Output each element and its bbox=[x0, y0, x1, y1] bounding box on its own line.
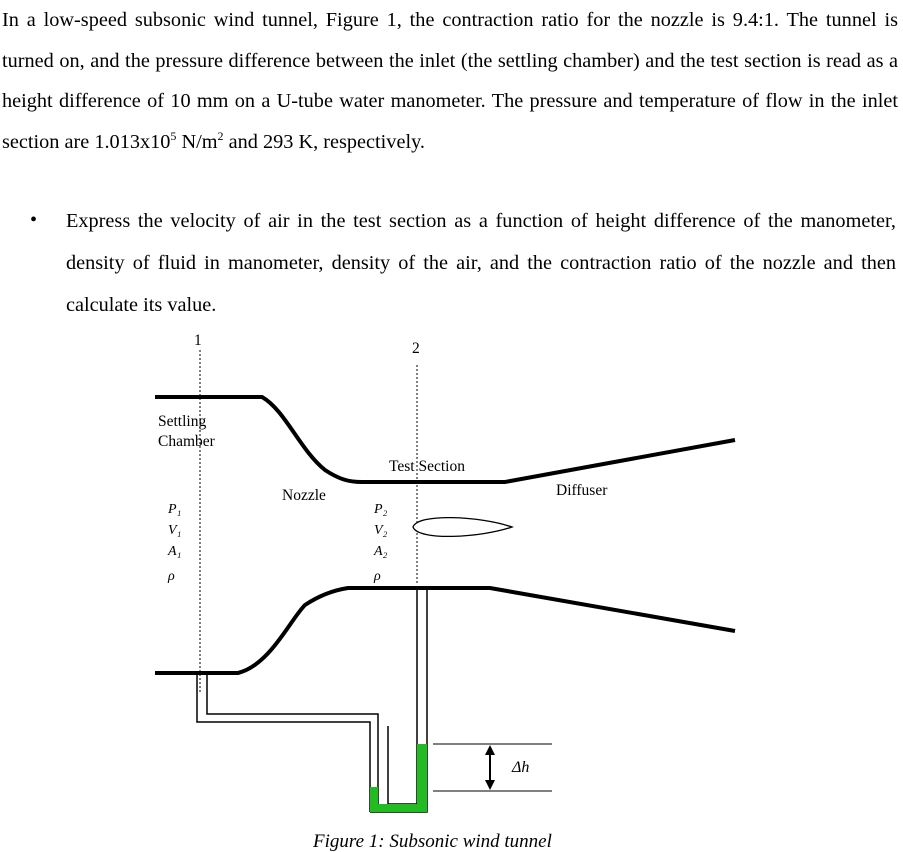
bullet-text: Express the velocity of air in the test section as a function of height difference of the manometer, density of fluid in manometer, density of the air, and the contraction ratio of the nozzle and then calculate its value. bbox=[66, 210, 896, 316]
problem-text-part1: In a low-speed subsonic wind tunnel, Figure 1, the contraction ratio for the nozzle is 9.4:1. The tunnel is turned on, and the pressure difference between the inlet (the settling chamber) and the test section is read as a height difference of 10 mm on a U-tube water manometer. The pressure and temperature of flow in the inlet section are 1.013x10 bbox=[2, 9, 898, 153]
tube-inner-right bbox=[388, 590, 417, 804]
station-2-label: 2 bbox=[412, 340, 420, 357]
problem-text-part3: and 293 K, respectively. bbox=[223, 130, 425, 153]
station-2-area: A₂ bbox=[374, 544, 388, 559]
tube-outer-left bbox=[197, 673, 370, 812]
diffuser-label: Diffuser bbox=[556, 482, 608, 499]
test-section-label: Test Section bbox=[389, 458, 465, 475]
wind-tunnel-figure bbox=[0, 320, 903, 852]
problem-text-part2: N/m bbox=[176, 130, 218, 153]
problem-statement bbox=[2, 0, 898, 162]
airfoil-model bbox=[413, 518, 512, 537]
tube-inner-left bbox=[207, 673, 378, 804]
dh-arrow-up bbox=[485, 745, 495, 755]
nozzle-label: Nozzle bbox=[282, 487, 326, 504]
station-1-label: 1 bbox=[194, 332, 202, 349]
bullet-icon: • bbox=[30, 209, 38, 231]
station-2-density: ρ bbox=[374, 569, 381, 584]
lower-wall bbox=[155, 588, 735, 673]
station-1-area: A₁ bbox=[168, 544, 182, 559]
manometer-water-left bbox=[371, 791, 378, 804]
exponent-5: 5 bbox=[170, 128, 177, 143]
settling-chamber-label-1: Settling bbox=[158, 413, 207, 430]
settling-chamber-label-2: Chamber bbox=[158, 433, 215, 450]
station-1-pressure: P₁ bbox=[168, 502, 182, 517]
delta-h-label: Δh bbox=[512, 759, 530, 776]
station-1-velocity: V₁ bbox=[168, 523, 182, 538]
exponent-2: 2 bbox=[217, 128, 224, 143]
station-2-velocity: V₂ bbox=[374, 523, 388, 538]
station-2-pressure: P₂ bbox=[374, 502, 388, 517]
dh-arrow-down bbox=[485, 780, 495, 790]
station-1-density: ρ bbox=[168, 569, 175, 584]
figure-caption: Figure 1: Subsonic wind tunnel bbox=[313, 831, 552, 852]
